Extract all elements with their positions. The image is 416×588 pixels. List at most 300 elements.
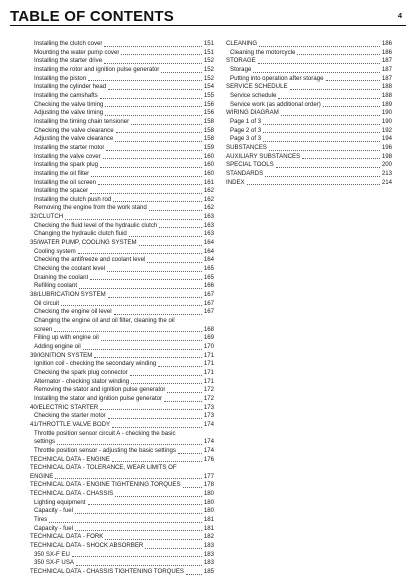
toc-entry[interactable] [30,308,214,317]
toc-entry-title: Checking the valve clearance [34,126,114,134]
toc-entry[interactable] [226,179,392,188]
toc-entry[interactable] [30,360,214,369]
dot-leader [90,279,202,280]
toc-entry-title: TECHNICAL DATA - ENGINE TIGHTENING TORQUES [30,481,181,489]
toc-entry-line [30,438,214,447]
toc-entry-title: Checking the antifreeze and coolant level [34,256,146,264]
toc-entry-title: CLEANING [226,40,258,47]
dot-leader [103,158,202,159]
toc-entry-title: Page 2 of 3 [230,126,262,134]
toc-entry[interactable] [30,75,214,84]
dot-leader [57,444,202,445]
toc-entry[interactable] [226,40,392,49]
toc-entry-page: 190 [381,109,392,117]
toc-entry-page: 180 [203,507,214,515]
toc-entry-page: 158 [203,117,214,125]
toc-entry-page: 177 [203,472,214,480]
dot-leader [104,46,201,47]
dot-leader [164,401,202,402]
toc-entry-title: TECHNICAL DATA - CHASSIS TIGHTENING TORQUES [30,568,184,576]
toc-entry-title: Tires [34,516,48,524]
toc-entry[interactable] [226,127,392,136]
toc-entry-title: Installing the spark plug [34,161,99,169]
toc-entry[interactable] [30,551,214,560]
toc-entry-title: Cooling system [34,247,76,255]
dot-leader [131,383,202,384]
toc-left-column [30,40,214,577]
toc-entry-title: Cleaning the motorcycle [230,48,296,56]
toc-entry-title: Adjusting the valve timing [34,109,104,117]
toc-entry-title: TECHNICAL DATA - CHASSIS [30,490,114,498]
dot-leader [263,141,380,142]
toc-entry[interactable] [30,542,214,551]
toc-entry-page: 154 [203,83,214,91]
dot-leader [112,461,202,462]
toc-entry[interactable] [30,274,214,283]
dot-leader [94,357,202,358]
dot-leader [297,54,379,55]
toc-entry[interactable] [30,213,214,222]
toc-entry-title: Installing the starter motor [34,143,105,151]
toc-entry[interactable] [226,83,392,92]
dot-leader [79,288,202,289]
dot-leader [105,539,201,540]
toc-entry[interactable] [30,83,214,92]
toc-entry-title: Storage [230,65,252,73]
toc-entry[interactable] [30,568,214,577]
toc-entry-title-line: Throttle position sensor circuit A - checking the basic [34,429,176,437]
toc-entry[interactable] [30,179,214,188]
toc-entry-page: 171 [203,368,214,376]
toc-entry-title: Mounting the water pump cover [34,48,120,56]
toc-right-column [226,40,392,187]
toc-entry-page: 187 [381,57,392,65]
toc-entry-page: 178 [203,481,214,489]
toc-entry[interactable] [30,127,214,136]
toc-entry[interactable] [226,66,392,75]
dot-leader [139,245,202,246]
toc-entry-title: Page 1 of 3 [230,117,262,125]
dot-leader [100,98,202,99]
dot-leader [61,305,202,306]
dot-leader [178,453,202,454]
toc-entry-page: 156 [203,100,214,108]
toc-entry-title: Lighting equipment [34,498,86,506]
dot-leader [147,262,201,263]
toc-entry-title: Capacity - fuel [34,507,73,515]
toc-entry-title: Alternator - checking stator winding [34,377,130,385]
toc-entry-title: AUXILIARY SUBSTANCES [226,152,301,160]
toc-entry-title: Installing the valve cover [34,152,101,160]
dot-leader [186,574,202,575]
dot-leader [115,496,202,497]
toc-entry-title: TECHNICAL DATA - FORK [30,533,104,541]
toc-entry[interactable] [30,239,214,248]
toc-entry[interactable] [30,343,214,352]
page-header [10,6,406,28]
toc-entry-line [30,326,214,335]
toc-entry-title: 350 SX-F USA [34,559,74,567]
toc-entry-page: 186 [381,40,392,47]
dot-leader [253,72,379,73]
toc-entry[interactable] [30,447,214,456]
toc-entry-title: Oil circuit [34,299,60,307]
toc-entry-page: 171 [203,351,214,359]
toc-entry-page: 183 [203,550,214,558]
toc-entry-page: 166 [203,282,214,290]
toc-entry-title: Ignition coil - checking the secondary winding [34,360,157,368]
toc-entry-page: 151 [203,40,214,47]
toc-entry[interactable] [30,196,214,205]
page-number: 4 [397,11,402,20]
dot-leader [167,392,201,393]
toc-entry[interactable] [30,559,214,568]
toc-entry[interactable] [30,334,214,343]
toc-entry-page: 180 [203,490,214,498]
dot-leader [115,141,202,142]
toc-entry[interactable] [30,352,214,361]
toc-entry-title: ENGINE [30,472,54,480]
toc-entry-page: 171 [203,377,214,385]
dot-leader [101,340,202,341]
dot-leader [98,184,202,185]
dot-leader [290,89,380,90]
toc-entry[interactable] [226,49,392,58]
toc-entry[interactable] [226,118,392,127]
toc-entry-page: 152 [203,65,214,73]
toc-entry-title: Removing the stator and ignition pulse generator [34,386,166,394]
toc-entry-title: Capacity - fuel [34,524,73,532]
toc-entry-line [30,473,214,482]
toc-entry-title: Installing the starter drive [34,57,103,65]
toc-entry[interactable] [30,230,214,239]
dot-leader [130,375,202,376]
dot-leader [55,478,201,479]
toc-entry-page: 186 [381,48,392,56]
toc-entry[interactable] [30,153,214,162]
toc-entry[interactable] [30,109,214,118]
dot-leader [281,115,380,116]
dot-leader [302,158,380,159]
dot-leader [78,253,202,254]
toc-entry-page: 164 [203,239,214,247]
dot-leader [247,184,380,185]
toc-entry[interactable] [30,161,214,170]
toc-entry-page: 181 [203,524,214,532]
toc-entry-page: 172 [203,394,214,402]
toc-entry[interactable] [30,456,214,465]
dot-leader [100,167,202,168]
toc-entry-title: Installing the oil screen [34,178,96,186]
dot-leader [108,297,202,298]
toc-entry[interactable] [226,170,392,179]
toc-entry-title: Installing the piston [34,74,87,82]
toc-entry[interactable] [30,204,214,213]
toc-entry-page: 213 [381,169,392,177]
toc-entry-title: SUBSTANCES [226,143,267,151]
toc-entry-title: Removing the engine from the work stand [34,204,147,212]
dot-leader [72,556,202,557]
toc-entry-title: Installing the spacer [34,187,89,195]
toc-entry-page: 162 [203,204,214,212]
dot-leader [159,227,202,228]
toc-entry-page: 163 [203,230,214,238]
toc-entry[interactable] [30,144,214,153]
toc-entry-title: 35/WATER PUMP, COOLING SYSTEM [30,239,137,247]
toc-entry-title: Installing the cylinder head [34,83,107,91]
toc-entry-page: 152 [203,57,214,65]
dot-leader [90,193,202,194]
dot-leader [121,54,201,55]
toc-entry[interactable] [30,49,214,58]
toc-entry-page: 180 [203,498,214,506]
dot-leader [100,409,202,410]
toc-entry[interactable] [30,481,214,490]
dot-leader [49,522,202,523]
dot-leader [323,106,380,107]
dot-leader [91,176,202,177]
dot-leader [108,89,202,90]
toc-entry[interactable] [30,135,214,144]
dot-leader [108,418,202,419]
dot-leader [161,72,201,73]
toc-entry-title: Installing the clutch push rod [34,195,112,203]
dot-leader [263,124,380,125]
toc-entry-title: Draining the coolant [34,273,89,281]
toc-entry-page: 187 [381,65,392,73]
dot-leader [149,210,202,211]
toc-entry-page: 168 [203,325,214,333]
toc-entry-title-line: TECHNICAL DATA - TOLERANCE, WEAR LIMITS OF [30,464,177,472]
toc-entry[interactable] [30,300,214,309]
toc-entry-title: Page 3 of 3 [230,135,262,143]
dot-leader [278,98,379,99]
toc-entry[interactable] [226,135,392,144]
toc-entry-page: 174 [203,438,214,446]
dot-leader [269,150,380,151]
toc-entry-title: screen [34,325,53,333]
toc-entry-title: WIRING DIAGRAM [226,109,279,117]
toc-entry-title: Installing the clutch cover [34,40,103,47]
toc-entry-page: 174 [203,446,214,454]
toc-entry[interactable] [226,75,392,84]
toc-entry-title: Refilling coolant [34,282,78,290]
toc-entry-page: 165 [203,273,214,281]
dot-leader [88,504,202,505]
toc-entry-title: SPECIAL TOOLS [226,161,274,169]
toc-entry-title: INDEX [226,178,245,186]
toc-entry-page: 194 [381,135,392,143]
toc-entry[interactable] [226,161,392,170]
toc-entry[interactable] [226,144,392,153]
toc-entry[interactable] [30,369,214,378]
dot-leader [276,167,380,168]
dot-leader [105,115,202,116]
toc-entry[interactable] [30,525,214,534]
toc-entry[interactable] [30,222,214,231]
dot-leader [263,132,380,133]
toc-entry-page: 172 [203,386,214,394]
dot-leader [131,124,202,125]
toc-entry[interactable] [30,265,214,274]
toc-entry[interactable] [30,118,214,127]
toc-entry-title: Checking the valve timing [34,100,104,108]
toc-entry[interactable] [30,248,214,257]
toc-entry-title-line: Changing the engine oil and oil filter, cleaning the oil [34,317,175,324]
toc-entry[interactable] [30,317,214,334]
toc-entry-page: 196 [381,143,392,151]
toc-entry[interactable] [30,464,214,481]
toc-entry-page: 161 [203,178,214,186]
page-title: TABLE OF CONTENTS [10,8,174,25]
toc-entry[interactable] [30,92,214,101]
toc-entry-page: 183 [203,542,214,550]
toc-entry-title: 350 SX-F EU [34,550,70,558]
toc-entry[interactable] [30,378,214,387]
toc-entry-title: Installing the oil filter [34,169,90,177]
toc-entry[interactable] [30,187,214,196]
toc-entry[interactable] [30,412,214,421]
toc-entry-title: SERVICE SCHEDULE [226,83,288,91]
toc-entry-title: settings [34,438,56,446]
toc-entry-page: 171 [203,360,214,368]
toc-entry[interactable] [30,395,214,404]
toc-entry-page: 173 [203,412,214,420]
toc-entry-title: 32/CLUTCH [30,213,64,221]
toc-entry-title: Adjusting the valve clearance [34,135,114,143]
header-rule [10,25,406,26]
toc-entry-title: Checking the engine oil level [34,308,112,316]
toc-entry[interactable] [226,92,392,101]
toc-entry-page: 200 [381,161,392,169]
toc-entry-title: Putting into operation after storage [230,74,324,82]
toc-entry[interactable] [30,101,214,110]
dot-leader [76,565,202,566]
toc-entry[interactable] [30,421,214,430]
dot-leader [326,80,380,81]
dot-leader [65,219,202,220]
toc-entry-title: Checking the coolant level [34,265,106,273]
dot-leader [107,271,202,272]
dot-leader [54,331,202,332]
toc-entry-page: 170 [203,342,214,350]
toc-entry-title: Service schedule [230,91,277,99]
toc-entry-page: 155 [203,91,214,99]
toc-entry[interactable] [226,109,392,118]
toc-entry-page: 190 [381,117,392,125]
dot-leader [104,63,202,64]
dot-leader [259,46,380,47]
toc-entry-page: 152 [203,74,214,82]
toc-entry-page: 198 [381,152,392,160]
toc-entry-title: TECHNICAL DATA - SHOCK ABSORBER [30,542,144,550]
toc-entry[interactable] [30,291,214,300]
toc-entry-page: 174 [203,420,214,428]
toc-entry[interactable] [30,533,214,542]
toc-entry-page: 169 [203,334,214,342]
dot-leader [83,349,202,350]
toc-entry-page: 188 [381,83,392,91]
dot-leader [129,236,202,237]
toc-entry[interactable] [226,57,392,66]
toc-entry-title: Checking the starter motor [34,412,106,420]
toc-entry-title: 40/ELECTRIC STARTER [30,403,99,411]
toc-entry-page: 183 [203,559,214,567]
toc-entry-page: 160 [203,161,214,169]
toc-entry-page: 163 [203,221,214,229]
toc-entry[interactable] [30,282,214,291]
toc-entry-title: Installing the rotor and ignition pulse generator [34,65,160,73]
toc-entry-title: Adding engine oil [34,342,81,350]
toc-entry-page: 192 [381,126,392,134]
toc-entry-page: 167 [203,299,214,307]
toc-entry-title: Installing the stator and ignition pulse generator [34,394,163,402]
toc-entry-page: 176 [203,455,214,463]
dot-leader [105,106,201,107]
toc-entry-page: 162 [203,195,214,203]
toc-entry-title: Checking the spark plug connector [34,368,128,376]
toc-entry[interactable] [30,40,214,49]
toc-entry[interactable] [30,57,214,66]
dot-leader [183,487,202,488]
toc-entry[interactable] [226,153,392,162]
toc-entry-page: 162 [203,187,214,195]
dot-leader [145,548,202,549]
toc-entry[interactable] [30,256,214,265]
dot-leader [75,530,202,531]
toc-entry[interactable] [30,430,214,447]
toc-entry-title: Checking the fluid level of the hydraulic clutch [34,221,158,229]
toc-entry-page: 151 [203,48,214,56]
toc-entry-title: 41/THROTTLE VALVE BODY [30,420,111,428]
toc-entry[interactable] [226,101,392,110]
dot-leader [106,150,201,151]
dot-leader [112,427,202,428]
toc-entry-title: TECHNICAL DATA - ENGINE [30,455,110,463]
toc-entry-title: STANDARDS [226,169,264,177]
toc-entry-page: 158 [203,135,214,143]
toc-entry-page: 182 [203,533,214,541]
toc-entry-title: Installing the camshafts [34,91,98,99]
toc-entry-page: 167 [203,308,214,316]
toc-entry-page: 159 [203,143,214,151]
toc-entry[interactable] [30,66,214,75]
toc-entry-page: 188 [381,91,392,99]
dot-leader [265,176,380,177]
toc-entry-page: 187 [381,74,392,82]
toc-entry[interactable] [30,490,214,499]
toc-entry-page: 164 [203,247,214,255]
toc-entry-title: Installing the timing chain tensioner [34,117,130,125]
toc-entry[interactable] [30,516,214,525]
toc-entry-title: Service work (as additional order) [230,100,321,108]
toc-entry[interactable] [30,170,214,179]
toc-entry-page: 156 [203,109,214,117]
toc-entry-page: 163 [203,213,214,221]
toc-entry-page: 167 [203,291,214,299]
toc-entry-page: 214 [381,178,392,186]
dot-leader [113,201,202,202]
toc-entry[interactable] [30,499,214,508]
toc-entry-title: 38/LUBRICATION SYSTEM [30,291,106,299]
dot-leader [158,366,202,367]
toc-entry-page: 160 [203,152,214,160]
toc-entry-page: 181 [203,516,214,524]
toc-entry[interactable] [30,404,214,413]
dot-leader [88,80,202,81]
toc-entry[interactable] [30,507,214,516]
toc-entry[interactable] [30,386,214,395]
